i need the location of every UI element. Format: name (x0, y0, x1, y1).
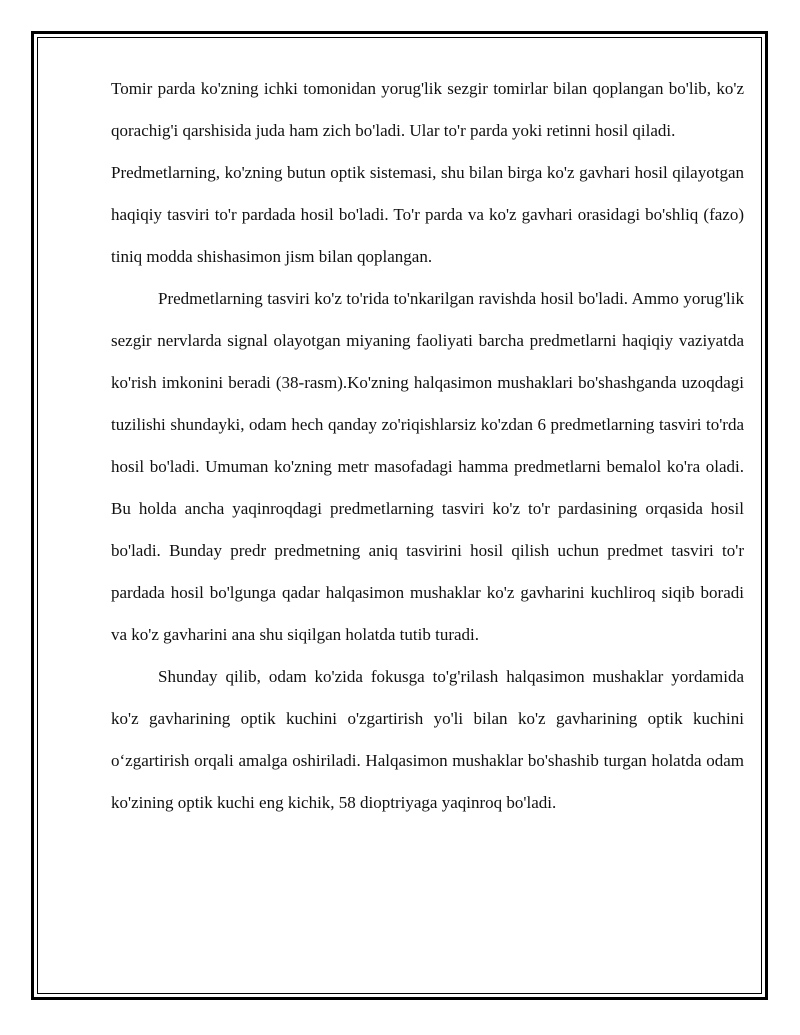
paragraph-1: Tomir parda ko'zning ichki tomonidan yorug'lik sezgir tomirlar bilan qoplangan bo'lib, ko'z qorachig'i qarshisida juda ham zich bo'ladi. Ular to'r parda yoki retinni hosil qiladi. (111, 79, 744, 140)
paragraph-4: Shunday qilib, odam ko'zida fokusga to'g'rilash halqasimon mushaklar yordamida ko'z gavharining optik kuchini o'zgartirish yo'li bilan ko'z gavharining optik kuchini o‘zgartirish orqali amalga oshiriladi. Halqasimon mushaklar bo'shashib turgan holatda odam ko'zining optik kuchi eng kichik, 58 dioptriyaga yaqinroq bo'ladi. (111, 667, 744, 812)
paragraph-2: Predmetlarning, ko'zning butun optik sistemasi, shu bilan birga ko'z gavhari hosil qilayotgan haqiqiy tasviri to'r pardada hosil bo'ladi. To'r parda va ko'z gavhari orasidagi bo'shliq (fazo) tiniq modda shishasimon jism bilan qoplangan. (111, 163, 744, 266)
paragraph-3: Predmetlarning tasviri ko'z to'rida to'nkarilgan ravishda hosil bo'ladi. Ammo yorug'lik sezgir nervlarda signal olayotgan miyaning faoliyati barcha predmetlarni haqiqiy vaziyatda ko'rish imkonini beradi (38-rasm).Ko'zning halqasimon mushaklari bo'shashganda uzoqdagi tuzilishi shundayki, odam hech qanday zo'riqishlarsiz ko'zdan 6 predmetlarning tasviri to'rda hosil bo'ladi. Umuman ko'zning metr masofadagi hamma predmetlarni bemalol ko'ra oladi. Bu holda ancha yaqinroqdagi predmetlarning tasviri ko'z to'r pardasining orqasida hosil bo'ladi. Bunday predr predmetning aniq tasvirini hosil qilish uchun predmet tasviri to'r pardada hosil bo'lgunga qadar halqasimon mushaklar ko'z gavharini kuchliroq siqib boradi va ko'z gavharini ana shu siqilgan holatda tutib turadi. (111, 289, 744, 644)
document-body (111, 68, 744, 824)
